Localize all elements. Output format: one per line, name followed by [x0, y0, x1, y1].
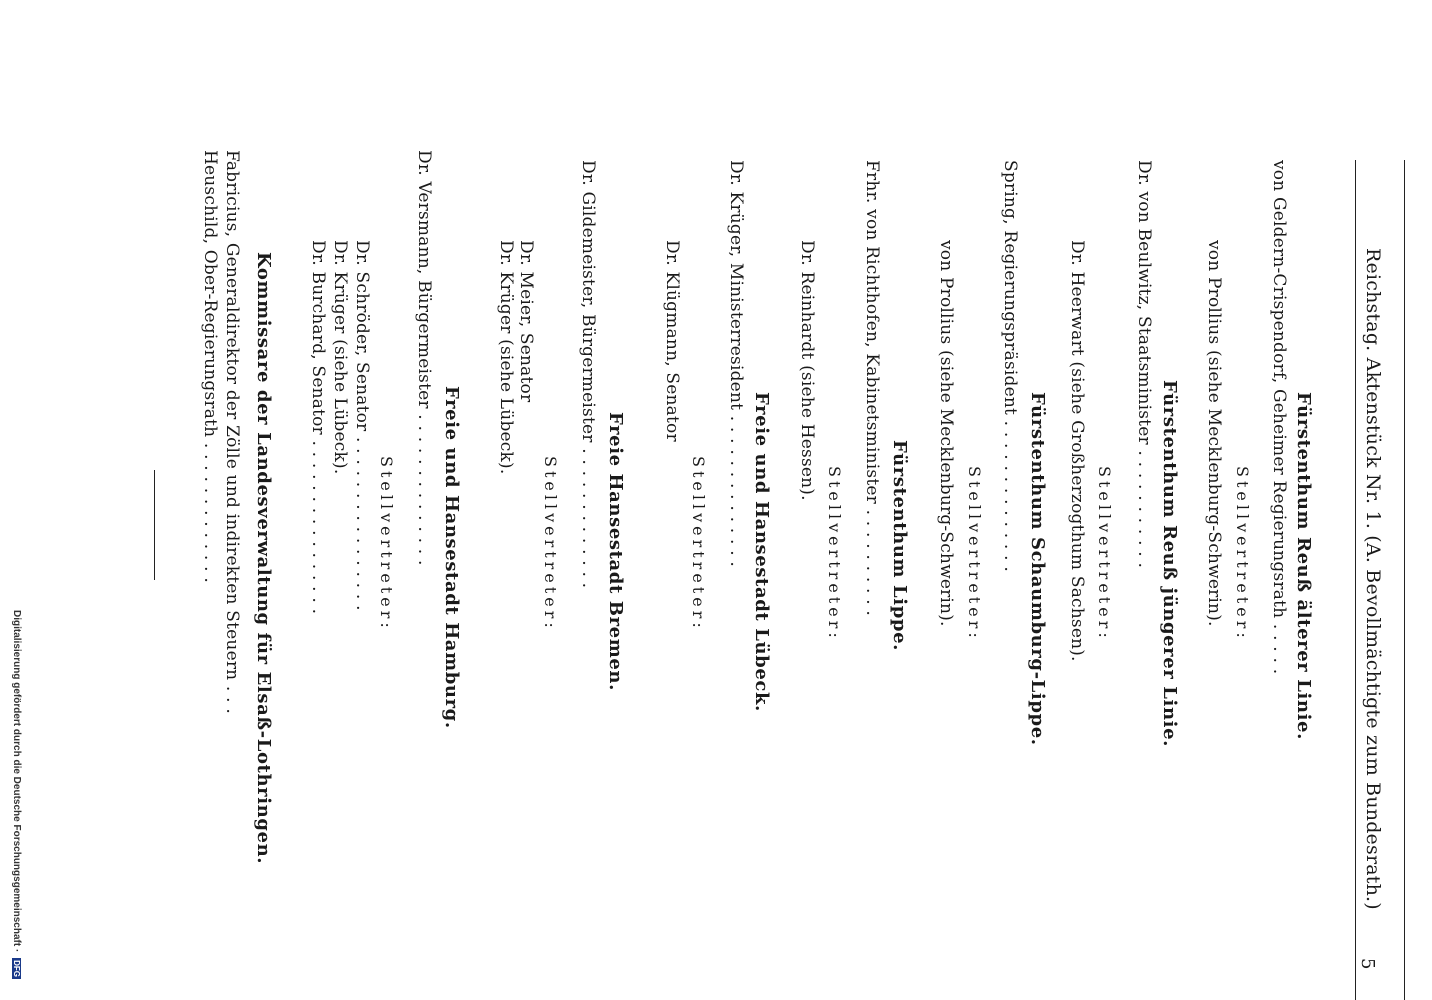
entry-line: Dr. Versmann, Bürgermeister . . . . . . . . . . . . . .: [414, 150, 434, 566]
entry-line: Frhr. von Richthofen, Kabinetsminister . . . . . . . . . .: [862, 160, 882, 617]
dfg-logo: DFG: [12, 960, 21, 977]
section-heading-reuss-aeltere: Fürstenthum Reuß älterer Linie.: [1293, 392, 1314, 740]
credit-text: Digitalisierung gefördert durch die Deutsche Forschungsgemeinschaft: [11, 610, 22, 947]
deputy-label: Stellvertreter:: [377, 456, 396, 632]
section-heading-bremen: Freie Hansestadt Bremen.: [605, 412, 626, 691]
section-heading-lippe: Fürstenthum Lippe.: [889, 440, 910, 652]
deputy-label: Stellvertreter:: [689, 456, 708, 632]
deputy-label: Stellvertreter:: [825, 466, 844, 642]
section-heading-hamburg: Freie und Hansestadt Hamburg.: [441, 386, 462, 729]
digitization-credit: Digitalisierung gefördert durch die Deutsche Forschungsgemeinschaft · DFG: [11, 610, 22, 977]
section-divider: [154, 470, 155, 580]
section-heading-reuss-juengere: Fürstenthum Reuß jüngerer Linie.: [1159, 380, 1180, 748]
deputy-label: Stellvertreter:: [1233, 466, 1252, 642]
entry-line: von Geldern-Crispendorf, Geheimer Regierungsrath . . . . .: [1269, 160, 1289, 675]
header-rule-bottom: [1404, 160, 1405, 1000]
entry-line: Dr. Schröder, Senator . . . . . . . . . . . . . . . .: [352, 240, 372, 611]
entry-line: Dr. Krüger (siehe Lübeck).: [496, 240, 516, 475]
entry-line: Dr. Burchard, Senator . . . . . . . . . . . . . . . .: [308, 240, 328, 615]
deputy-label: Stellvertreter:: [541, 456, 560, 632]
entry-line: Spring, Regierungspräsident . . . . . . . . . . . . . .: [1000, 160, 1020, 572]
deputy-label: Stellvertreter:: [965, 466, 984, 642]
section-heading-elsass-lothringen: Kommissare der Landesverwaltung für Elsaß-Lothringen.: [253, 252, 274, 865]
entry-line: Dr. von Beulwitz, Staatsminister . . . . . . . . . . .: [1134, 160, 1154, 569]
entry-line: Dr. Klügmann, Senator: [662, 240, 682, 442]
section-heading-luebeck: Freie und Hansestadt Lübeck.: [751, 392, 772, 712]
entry-line: Heuschild, Ober-Regierungsrath . . . . . . . . . . . . .: [200, 150, 220, 583]
deputy-label: Stellvertreter:: [1095, 466, 1114, 642]
entry-line: Dr. Gildemeister, Bürgermeister . . . . . . . . . . . . .: [578, 160, 598, 589]
section-heading-schaumburg-lippe: Fürstenthum Schaumburg-Lippe.: [1027, 392, 1048, 746]
page-number: 5: [1357, 958, 1378, 970]
entry-line: von Prollius (siehe Mecklenburg-Schwerin).: [936, 240, 956, 627]
entry-line: von Prollius (siehe Mecklenburg-Schwerin).: [1204, 240, 1224, 627]
entry-line: Dr. Krüger (siehe Lübeck).: [330, 240, 350, 475]
header-rule-top: [1355, 160, 1356, 1000]
entry-line: Dr. Reinhardt (siehe Hessen).: [797, 240, 817, 501]
entry-line: Dr. Heerwart (siehe Großherzogthum Sachsen).: [1067, 240, 1087, 662]
entry-line: Dr. Krüger, Ministerresident . . . . . . . . . . . . . .: [726, 160, 746, 568]
running-title: Reichstag. Aktenstück Nr. 1. (A. Bevollmächtigte zum Bundesrath.): [1362, 248, 1384, 910]
entry-line: Dr. Meier, Senator: [516, 240, 536, 403]
entry-line: Fabricius, Generaldirektor der Zölle und indirekten Steuern . . .: [222, 150, 242, 714]
